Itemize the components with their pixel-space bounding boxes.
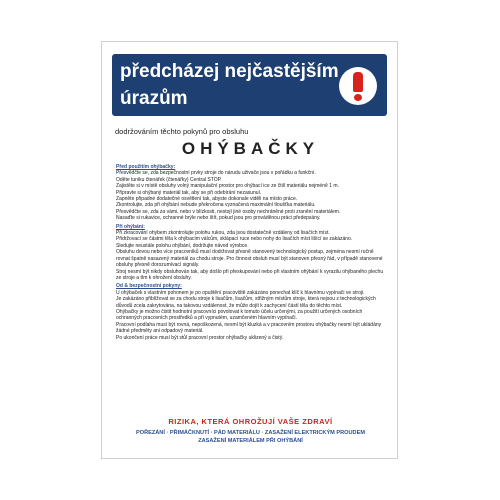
paragraph: Sledujte neustále polohu ohýbání, dodržujte návod výrobce. bbox=[116, 242, 249, 249]
banner-title-line-1: předcházej nejčastějším bbox=[120, 61, 339, 82]
paragraph: Zajistěte si v místě obsluhy volný manipulační prostor pro ohýbací ice ze čtilí materiálu nejméně 1 m. bbox=[116, 183, 339, 190]
risk-list: POŘEZÁNÍ · PŘIMÁČKNUTÍ · PÁD MATERIÁLU · ZASAŽENÍ ELEKTRICKÝM PROUDEM ZASAŽENÍ MATERIÁLEM PŘI OHÝBÁNÍ bbox=[136, 430, 365, 444]
paragraph: Přesvědčte se, zda bezpečnostní prvky stroje do nárudu uživače jsou v pořádku a funkční. bbox=[116, 170, 316, 177]
paragraph: Oděte tuniku čtenářek (čtenářky) Central STOP. bbox=[116, 176, 222, 183]
title-banner bbox=[112, 54, 387, 116]
paragraph: Zapněte připadné dodatečné osvětlení tak, abyste dokonale viděli na místo práce. bbox=[116, 196, 298, 203]
section-safety bbox=[116, 283, 386, 341]
risk-item: POŘEZÁNÍ bbox=[136, 430, 165, 436]
subtitle: dodržováním těchto pokynů pro obsluhu bbox=[115, 127, 249, 136]
risk-item: ZASAŽENÍ ELEKTRICKÝM PROUDEM bbox=[264, 430, 365, 436]
section-before-use bbox=[116, 164, 386, 222]
instructions bbox=[116, 162, 386, 341]
section-title: Od & bezpečnostní pokyny: bbox=[116, 283, 182, 290]
paragraph: Nasaďte si rukavice, ochranné brýle nebo štít, pokud jsou pro prováděnou práci předepsány. bbox=[116, 215, 321, 222]
paragraph: Připravte si ohýbaný materiál tak, aby se při odebírání nezasunul. bbox=[116, 189, 262, 196]
safety-sign bbox=[101, 41, 398, 459]
banner-title bbox=[120, 58, 340, 112]
paragraph: Přidržovací se částmi těla k ohýbacím válcům, sklápací ruce nebo nohy do lisačích míst lišící se zakázáno. bbox=[116, 236, 353, 243]
section-during-bending bbox=[116, 224, 386, 282]
paragraph: Pracovní podlaha musí být rovná, nepoškozená, nesmí být kluzká a v pracovním prostoru ohýbačky nesmí být ukládány žádné předměty ani odpadový materiál. bbox=[116, 321, 382, 335]
paragraph: Obsluhu dovou nebo více pracovníků musí dodržovat přesně stanovený technologický postup, zejména nesmí ručně rovnat špatně nasazený materiál za chodu stroje. Pro činnost obsluh musí být stanoven přesný řád, v případě stanovené obsluhy přesně dorozumívací signály. bbox=[116, 249, 383, 269]
risk-item: PÁD MATERIÁLU bbox=[214, 430, 260, 436]
risk-item: ZASAŽENÍ MATERIÁLEM PŘI OHÝBÁNÍ bbox=[198, 438, 303, 444]
paragraph: Stroj nesmí být nikdy obsluhován tak, aby došlo při přeskupování nebo při vlastním ohýbání k vyrazilu ohýbaného plechu ze stroje a tím k ohrožení obsluhy. bbox=[116, 268, 384, 281]
paragraph: U ohýbaček s vlastním pohonem je po opuštění pracoviště zakázáno ponechat klíč k hlavnímu vypínači ve stroji. bbox=[116, 289, 365, 296]
banner-title-line-2: úrazům bbox=[120, 88, 188, 109]
machine-heading: OHÝBAČKY bbox=[181, 139, 320, 158]
section-title: Před použitím ohýbačky: bbox=[116, 164, 176, 170]
section-title: Při ohýbání: bbox=[116, 223, 145, 230]
paragraph: Při zkracování ohybem zkontrolujte polohu rukou, zda jsou dostatečně vzdáleny od lisačích míst. bbox=[116, 230, 330, 237]
exclamation-icon bbox=[339, 67, 377, 105]
paragraph: Přesvědčte se, zda za vámi, nebo v blízkosti, nestojí jiné osoby nechráněné proti zranění materiálem. bbox=[116, 208, 341, 215]
risk-title: RIZIKA, KTERÁ OHROŽUJÍ VAŠE ZDRAVÍ bbox=[168, 417, 333, 426]
paragraph: Ohýbačky je možno čistit hodnotní pracovníci povolovat k tomuto účelu určenými, za použití určených osobních ochranných pracovních prostředků a při vypnutém, uzamčeném hlavním vypínači. bbox=[116, 308, 363, 322]
paragraph: Po ukončení práce musí být stůl pracovní prostor ohýbačky uklizený a čistý. bbox=[116, 334, 284, 341]
risk-item: PŘIMÁČKNUTÍ bbox=[169, 430, 210, 436]
paragraph: Zkontrolujte, zda při ohýbání nebude překročena vyznačená maximální tloušťka materiálu. bbox=[116, 202, 316, 209]
paragraph: Je zakázáno přiblížovat se za chodu stroje k lisačům, lisačům, střižným místům stroje, která nejsou z technologických důvodů zcela zakrytována, na takovou vzdálenost, že může dojít k zachycení částí těla do těchto míst. bbox=[116, 296, 376, 309]
